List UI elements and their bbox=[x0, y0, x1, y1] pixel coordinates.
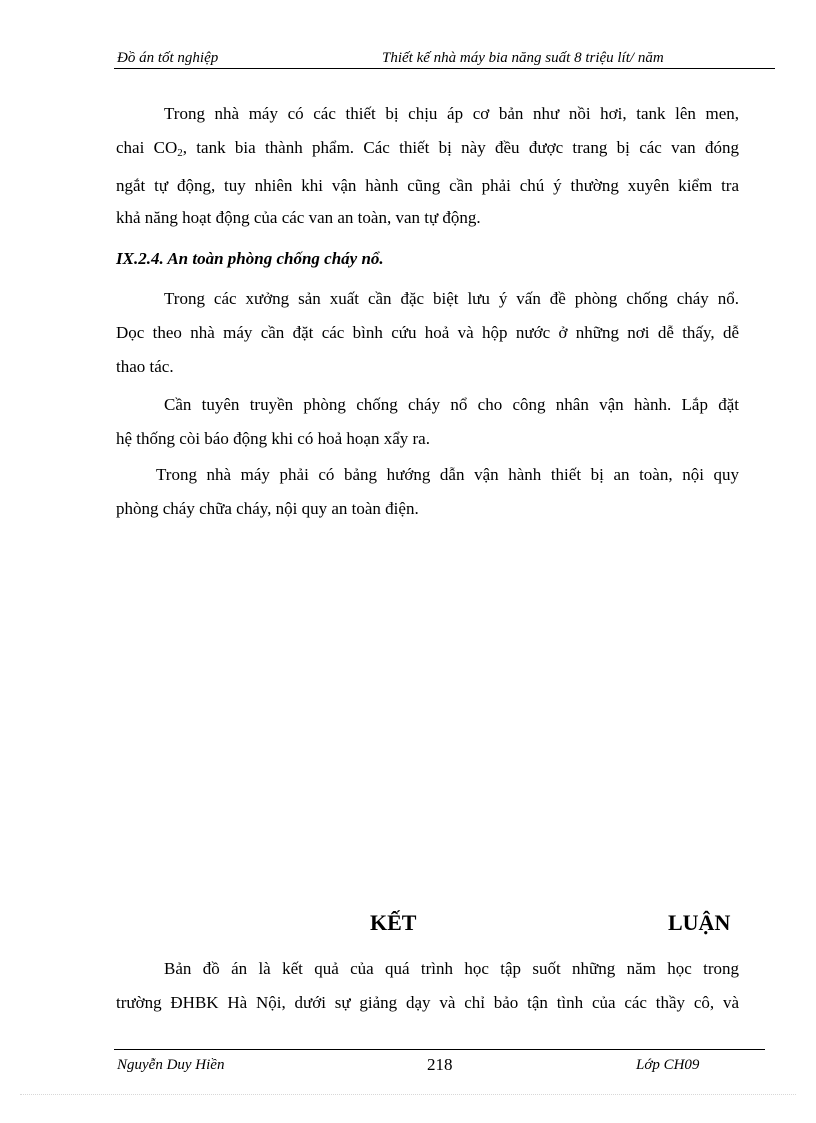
paragraph-line: Trong nhà máy có các thiết bị chịu áp cơ bản như nồi hơi, tank lên men, bbox=[164, 104, 739, 123]
footer-class: Lớp CH09 bbox=[636, 1057, 700, 1073]
paragraph-line: chai $CO_2$, tank bia thành phẩm. Các thiết bị này đều được trang bị các van đóng bbox=[116, 138, 739, 159]
paragraph-line: ngắt tự động, tuy nhiên khi vận hành cũng cần phải chú ý thường xuyên kiểm tra bbox=[116, 176, 739, 195]
paragraph-line: thao tác. bbox=[116, 357, 174, 376]
paragraph-line: Trong các xưởng sản xuất cần đặc biệt lưu ý vấn đề phòng chống cháy nổ. bbox=[164, 289, 739, 308]
header-rule bbox=[114, 68, 775, 69]
header-left-text: Đồ án tốt nghiệp bbox=[117, 50, 219, 66]
paragraph-line: trường ĐHBK Hà Nội, dưới sự giảng dạy và chỉ bảo tận tình của các thầy cô, và bbox=[116, 993, 739, 1012]
paragraph-line: hệ thống còi báo động khi có hoả hoạn xẩy ra. bbox=[116, 429, 430, 448]
paragraph-line: phòng cháy chữa cháy, nội quy an toàn điện. bbox=[116, 499, 419, 518]
section-heading: IX.2.4. An toàn phòng chống cháy nổ. bbox=[116, 249, 384, 268]
paragraph-line: Dọc theo nhà máy cần đặt các bình cứu hoả và hộp nước ở những nơi dễ thấy, dễ bbox=[116, 323, 739, 342]
conclusion-title-part1: KẾT bbox=[370, 910, 417, 935]
paragraph-line: khả năng hoạt động của các van an toàn, van tự động. bbox=[116, 208, 481, 227]
paragraph-conclusion bbox=[116, 952, 739, 1020]
paragraph-line: Trong nhà máy phải có bảng hướng dẫn vận hành thiết bị an toàn, nội quy bbox=[156, 465, 739, 484]
conclusion-title-part2: LUẬN bbox=[668, 910, 731, 935]
footer-rule bbox=[114, 1049, 765, 1050]
page-edge-dotted-line bbox=[20, 1094, 796, 1095]
paragraph-equipment bbox=[116, 97, 739, 235]
footer-author: Nguyễn Duy Hiền bbox=[117, 1057, 225, 1073]
paragraph-fire-safety bbox=[116, 282, 739, 384]
paragraph-regulations bbox=[116, 458, 739, 526]
paragraph-line: Bản đồ án là kết quả của quá trình học tập suốt những năm học trong bbox=[164, 959, 739, 978]
paragraph-alarm bbox=[116, 388, 739, 456]
page-number: 218 bbox=[427, 1055, 453, 1074]
header-right-text: Thiết kế nhà máy bia năng suất 8 triệu lít/ năm bbox=[382, 50, 664, 66]
paragraph-line: Cần tuyên truyền phòng chống cháy nổ cho công nhân vận hành. Lắp đặt bbox=[164, 395, 739, 414]
